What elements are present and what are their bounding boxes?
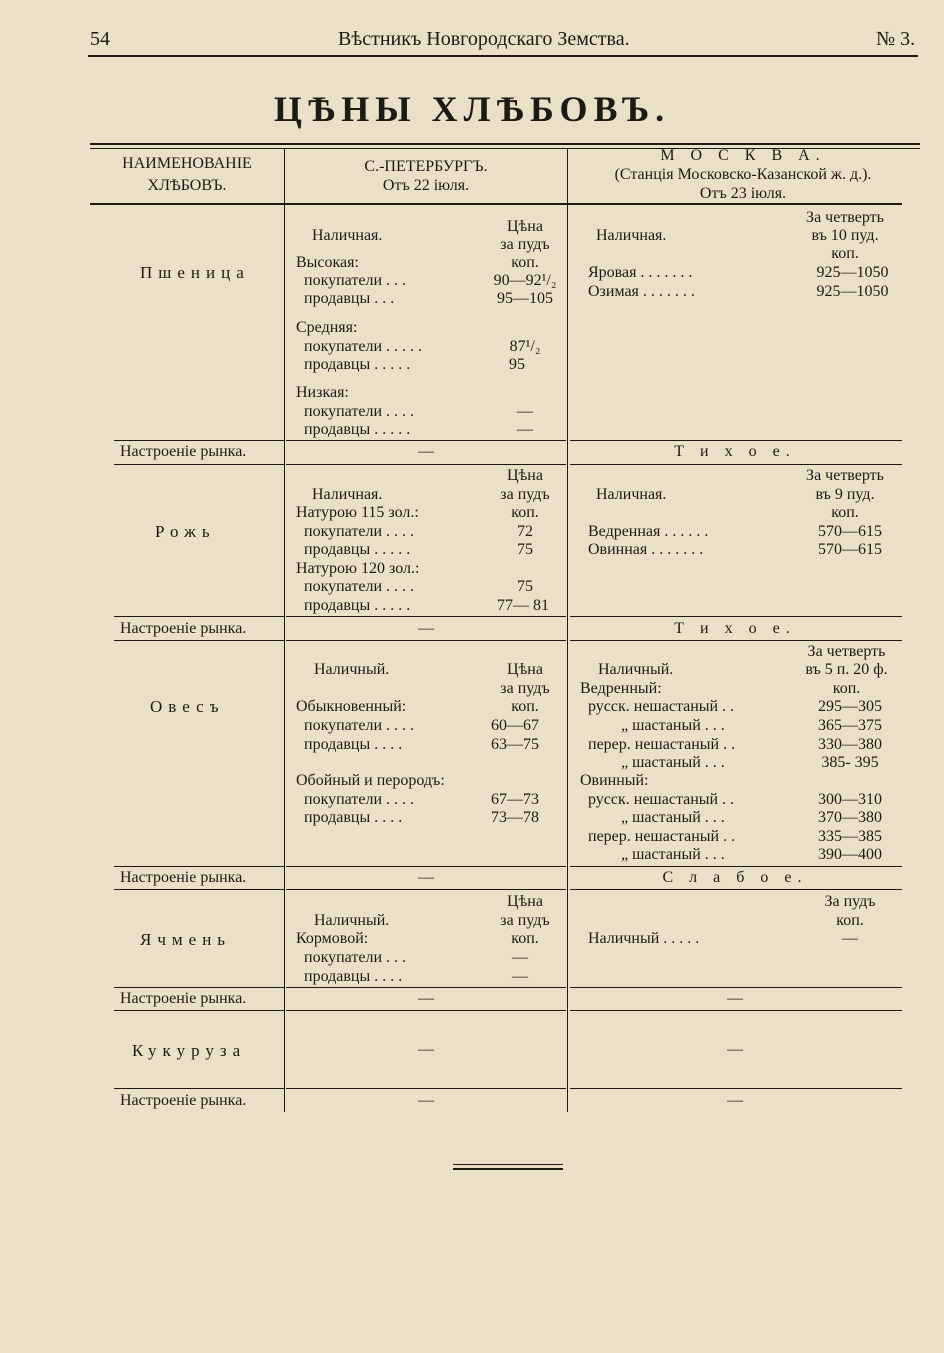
wheat-spb-g2-buy-v: 87¹/₂: [509, 338, 541, 355]
corn-rule-msk: [570, 1088, 902, 1089]
wheat-spb-g3-sell-v: —: [517, 421, 533, 438]
col-header-msk-3: Отъ 23 іюля.: [699, 185, 787, 202]
page-title: ЦѢНЫ ХЛѢБОВЪ.: [273, 89, 671, 129]
wheat-spb-g2-sell: продавцы . . . . .: [304, 356, 411, 373]
barley-msk-i1-v: —: [842, 930, 858, 947]
corn-msk: —: [727, 1041, 743, 1058]
wheat-mood-rule-name: [114, 464, 284, 465]
rye-rule-msk: [570, 616, 902, 617]
wheat-spb-g2: Средняя:: [296, 319, 358, 336]
wheat-msk-price-h2: въ 10 пуд.: [811, 227, 879, 244]
wheat-msk-price-h3: коп.: [831, 245, 859, 262]
oats-mood-msk: С л а б о е.: [662, 869, 808, 886]
rye-msk-i1-v: 570—615: [818, 523, 882, 540]
oats-spb-g1-buy-v: 60—67: [491, 717, 539, 734]
wheat-spb-g3-buy: покупатели . . . .: [304, 403, 414, 420]
barley-spb-nal: Наличный.: [314, 912, 390, 929]
page-number: 54: [90, 28, 110, 50]
col-header-msk-1: М О С К В А.: [660, 147, 826, 164]
rye-msk-nal: Наличная.: [596, 486, 667, 503]
wheat-mood-label: Настроеніе рынка.: [120, 443, 247, 460]
rye-mood-rule-spb: [286, 640, 566, 641]
rye-name: Рожь: [155, 522, 216, 541]
wheat-spb-price-h1: Цѣна: [507, 218, 543, 235]
oats-spb-g2-buy: покупатели . . . .: [304, 791, 414, 808]
corn-name: Кукуруза: [132, 1041, 247, 1060]
rye-spb-g2-sell: продавцы . . . . .: [304, 597, 411, 614]
oats-msk-r1: русск. нешастаный . .: [588, 698, 735, 715]
rye-mood-spb: —: [418, 620, 434, 637]
barley-mood-msk: —: [727, 990, 743, 1007]
corn-mood-msk: —: [727, 1092, 743, 1109]
oats-mood-label: Настроеніе рынка.: [120, 869, 247, 886]
oats-msk-r4: „ шастаный . . .: [621, 754, 725, 771]
wheat-msk-i2: Озимая . . . . . . .: [588, 283, 695, 300]
corn-mood-spb: —: [418, 1092, 434, 1109]
oats-msk-price-h3: коп.: [832, 680, 861, 697]
wheat-spb-g3: Низкая:: [296, 384, 349, 401]
oats-name: Овесъ: [150, 697, 225, 716]
barley-spb-price-h2: за пудъ: [500, 912, 550, 929]
col-header-name-2: ХЛѢБОВЪ.: [147, 177, 227, 194]
barley-msk-price-h2: коп.: [836, 912, 864, 929]
oats-spb-price-h1: Цѣна: [507, 661, 543, 678]
rye-spb-g1: Натурою 115 зол.:: [296, 504, 419, 521]
rye-mood-label: Настроеніе рынка.: [120, 620, 247, 637]
wheat-mood-spb: —: [418, 443, 434, 460]
wheat-mood-rule-msk: [570, 464, 902, 465]
oats-mood-rule-msk: [570, 889, 902, 890]
rye-spb-price-h2: за пудъ: [500, 486, 550, 503]
barley-mood-rule-msk: [570, 1010, 902, 1011]
oats-spb-g2-sell-v: 73—78: [491, 809, 539, 826]
wheat-spb-g1-buy: покупатели . . .: [304, 272, 406, 289]
wheat-rule-msk: [570, 440, 902, 441]
rye-msk-i2-v: 570—615: [818, 541, 882, 558]
journal-title: Вѣстникъ Новгородскаго Земства.: [338, 28, 630, 50]
oats-mood-spb: —: [418, 869, 434, 886]
rye-spb-g2: Натурою 120 зол.:: [296, 560, 420, 577]
oats-msk-r3-v: 330—380: [818, 736, 882, 753]
oats-msk-r2-v: 365—375: [818, 717, 882, 734]
barley-rule-name: [114, 987, 284, 988]
wheat-spb-g2-sell-v: 95: [509, 356, 525, 373]
oats-msk-r8: „ шастаный . . .: [621, 846, 725, 863]
barley-rule-msk: [570, 987, 902, 988]
oats-msk-price-h2: въ 5 п. 20 ф.: [805, 661, 888, 678]
header-bottom-rule: [90, 203, 902, 205]
rye-spb-g1-sell: продавцы . . . . .: [304, 541, 411, 558]
corn-rule-name: [114, 1088, 284, 1089]
wheat-msk-i1: Яровая . . . . . . .: [588, 264, 693, 281]
col-header-spb-1: С.-ПЕТЕРБУРГЪ.: [364, 158, 488, 175]
barley-spb-g1-sell: продавцы . . . .: [304, 968, 403, 985]
wheat-spb-price-h2: за пудъ: [500, 236, 550, 253]
barley-mood-spb: —: [418, 990, 434, 1007]
oats-spb-price-h3: коп.: [511, 698, 539, 715]
oats-spb-nal: Наличный.: [314, 661, 390, 678]
rye-msk-price-h2: въ 9 пуд.: [815, 486, 875, 503]
oats-spb-g2-buy-v: 67—73: [491, 791, 539, 808]
oats-msk-r7: перер. нешастаный . .: [588, 828, 736, 845]
wheat-spb-g2-buy: покупатели . . . . .: [304, 338, 422, 355]
oats-msk-r7-v: 335—385: [818, 828, 882, 845]
barley-mood-rule-spb: [286, 1010, 566, 1011]
oats-msk-r1-v: 295—305: [818, 698, 882, 715]
end-rule-2: [453, 1168, 563, 1170]
oats-msk-r5-v: 300—310: [818, 791, 882, 808]
wheat-spb-g1-sell-v: 95—105: [497, 290, 553, 307]
barley-mood-rule-name: [114, 1010, 284, 1011]
oats-spb-g1-sell: продавцы . . . .: [304, 736, 403, 753]
wheat-spb-price-h3: коп.: [511, 254, 539, 271]
barley-spb-g1: Кормовой:: [296, 930, 369, 947]
rye-rule-spb: [286, 616, 566, 617]
oats-rule-msk: [570, 866, 902, 867]
col-header-msk-2: (Станція Московско-Казанской ж. д.).: [614, 166, 872, 183]
table-top-rule: [90, 143, 920, 145]
oats-msk-r2: „ шастаный . . .: [621, 717, 725, 734]
barley-spb-price-h3: коп.: [511, 930, 539, 947]
barley-rule-spb: [286, 987, 566, 988]
oats-spb-g2-sell: продавцы . . . .: [304, 809, 403, 826]
oats-msk-price-h1: За четверть: [807, 643, 886, 660]
rye-spb-g1-sell-v: 75: [517, 541, 533, 558]
wheat-rule-name: [114, 440, 284, 441]
oats-msk-r5: русск. нешастаный . .: [588, 791, 735, 808]
rye-spb-nal: Наличная.: [312, 486, 383, 503]
oats-msk-r4-v: 385- 395: [821, 754, 879, 771]
wheat-msk-nal: Наличная.: [596, 227, 667, 244]
wheat-msk-i1-v: 925—1050: [816, 264, 889, 281]
corn-rule-spb: [286, 1088, 566, 1089]
oats-msk-nal: Наличный.: [598, 661, 674, 678]
rye-mood-rule-name: [114, 640, 284, 641]
rye-msk-i2: Овинная . . . . . . .: [588, 541, 704, 558]
wheat-mood-rule-spb: [286, 464, 566, 465]
oats-spb-g1-sell-v: 63—75: [491, 736, 539, 753]
oats-msk-r6: „ шастаный . . .: [621, 809, 725, 826]
oats-msk-r8-v: 390—400: [818, 846, 882, 863]
wheat-spb-g3-buy-v: —: [517, 403, 533, 420]
rye-spb-g2-sell-v: 77— 81: [497, 597, 549, 614]
barley-spb-g1-buy: покупатели . . .: [304, 949, 406, 966]
rye-rule-name: [114, 616, 284, 617]
corn-mood-label: Настроеніе рынка.: [120, 1092, 247, 1109]
rye-mood-rule-msk: [570, 640, 902, 641]
barley-msk-price-h1: За пудъ: [824, 893, 876, 910]
wheat-rule-spb: [286, 440, 566, 441]
barley-msk-i1: Наличный . . . . .: [588, 930, 700, 947]
header-rule: [88, 55, 918, 57]
corn-spb: —: [418, 1041, 434, 1058]
oats-rule-name: [114, 866, 284, 867]
oats-spb-g1-buy: покупатели . . . .: [304, 717, 414, 734]
barley-spb-price-h1: Цѣна: [507, 893, 543, 910]
oats-mood-rule-name: [114, 889, 284, 890]
wheat-mood-msk: Т и х о е.: [674, 443, 796, 460]
col-header-spb-2: Отъ 22 іюля.: [382, 177, 470, 194]
wheat-msk-price-h1: За четверть: [806, 209, 884, 226]
rye-msk-i1: Ведренная . . . . . .: [588, 523, 709, 540]
oats-spb-g1: Обыкновенный:: [296, 698, 407, 715]
barley-spb-g1-buy-v: —: [512, 949, 528, 966]
wheat-spb-g3-sell: продавцы . . . . .: [304, 421, 411, 438]
barley-name: Ячмень: [140, 930, 232, 949]
wheat-msk-i2-v: 925—1050: [816, 283, 889, 300]
wheat-spb-g1-buy-v: 90—92¹/₂: [493, 272, 557, 289]
wheat-spb-g1: Высокая:: [296, 254, 359, 271]
rye-spb-g1-buy-v: 72: [517, 523, 533, 540]
oats-msk-g2: Овинный:: [580, 772, 649, 789]
oats-rule-spb: [286, 866, 566, 867]
rye-spb-g1-buy: покупатели . . . .: [304, 523, 414, 540]
col-header-name-1: НАИМЕНОВАНІЕ: [122, 155, 252, 172]
wheat-name: Пшеница: [140, 263, 250, 282]
end-rule-1: [453, 1164, 563, 1165]
oats-mood-rule-spb: [286, 889, 566, 890]
wheat-spb-nal: Наличная.: [312, 227, 383, 244]
wheat-spb-g1-sell: продавцы . . .: [304, 290, 395, 307]
oats-msk-g1: Ведренный:: [580, 680, 662, 697]
issue-number: № 3.: [876, 28, 916, 50]
rye-spb-g2-buy: покупатели . . . .: [304, 578, 414, 595]
oats-spb-g2: Обойный и перородъ:: [296, 772, 445, 789]
barley-mood-label: Настроеніе рынка.: [120, 990, 247, 1007]
barley-spb-g1-sell-v: —: [512, 968, 528, 985]
oats-spb-price-h2: за пудъ: [500, 680, 550, 697]
oats-msk-r3: перер. нешастаный . .: [588, 736, 736, 753]
rye-spb-price-h3: коп.: [511, 504, 539, 521]
rye-spb-g2-buy-v: 75: [517, 578, 533, 595]
oats-msk-r6-v: 370—380: [818, 809, 882, 826]
rye-spb-price-h1: Цѣна: [507, 467, 543, 484]
rye-msk-price-h1: За четверть: [806, 467, 884, 484]
rye-msk-price-h3: коп.: [831, 504, 859, 521]
rye-mood-msk: Т и х о е.: [674, 620, 796, 637]
